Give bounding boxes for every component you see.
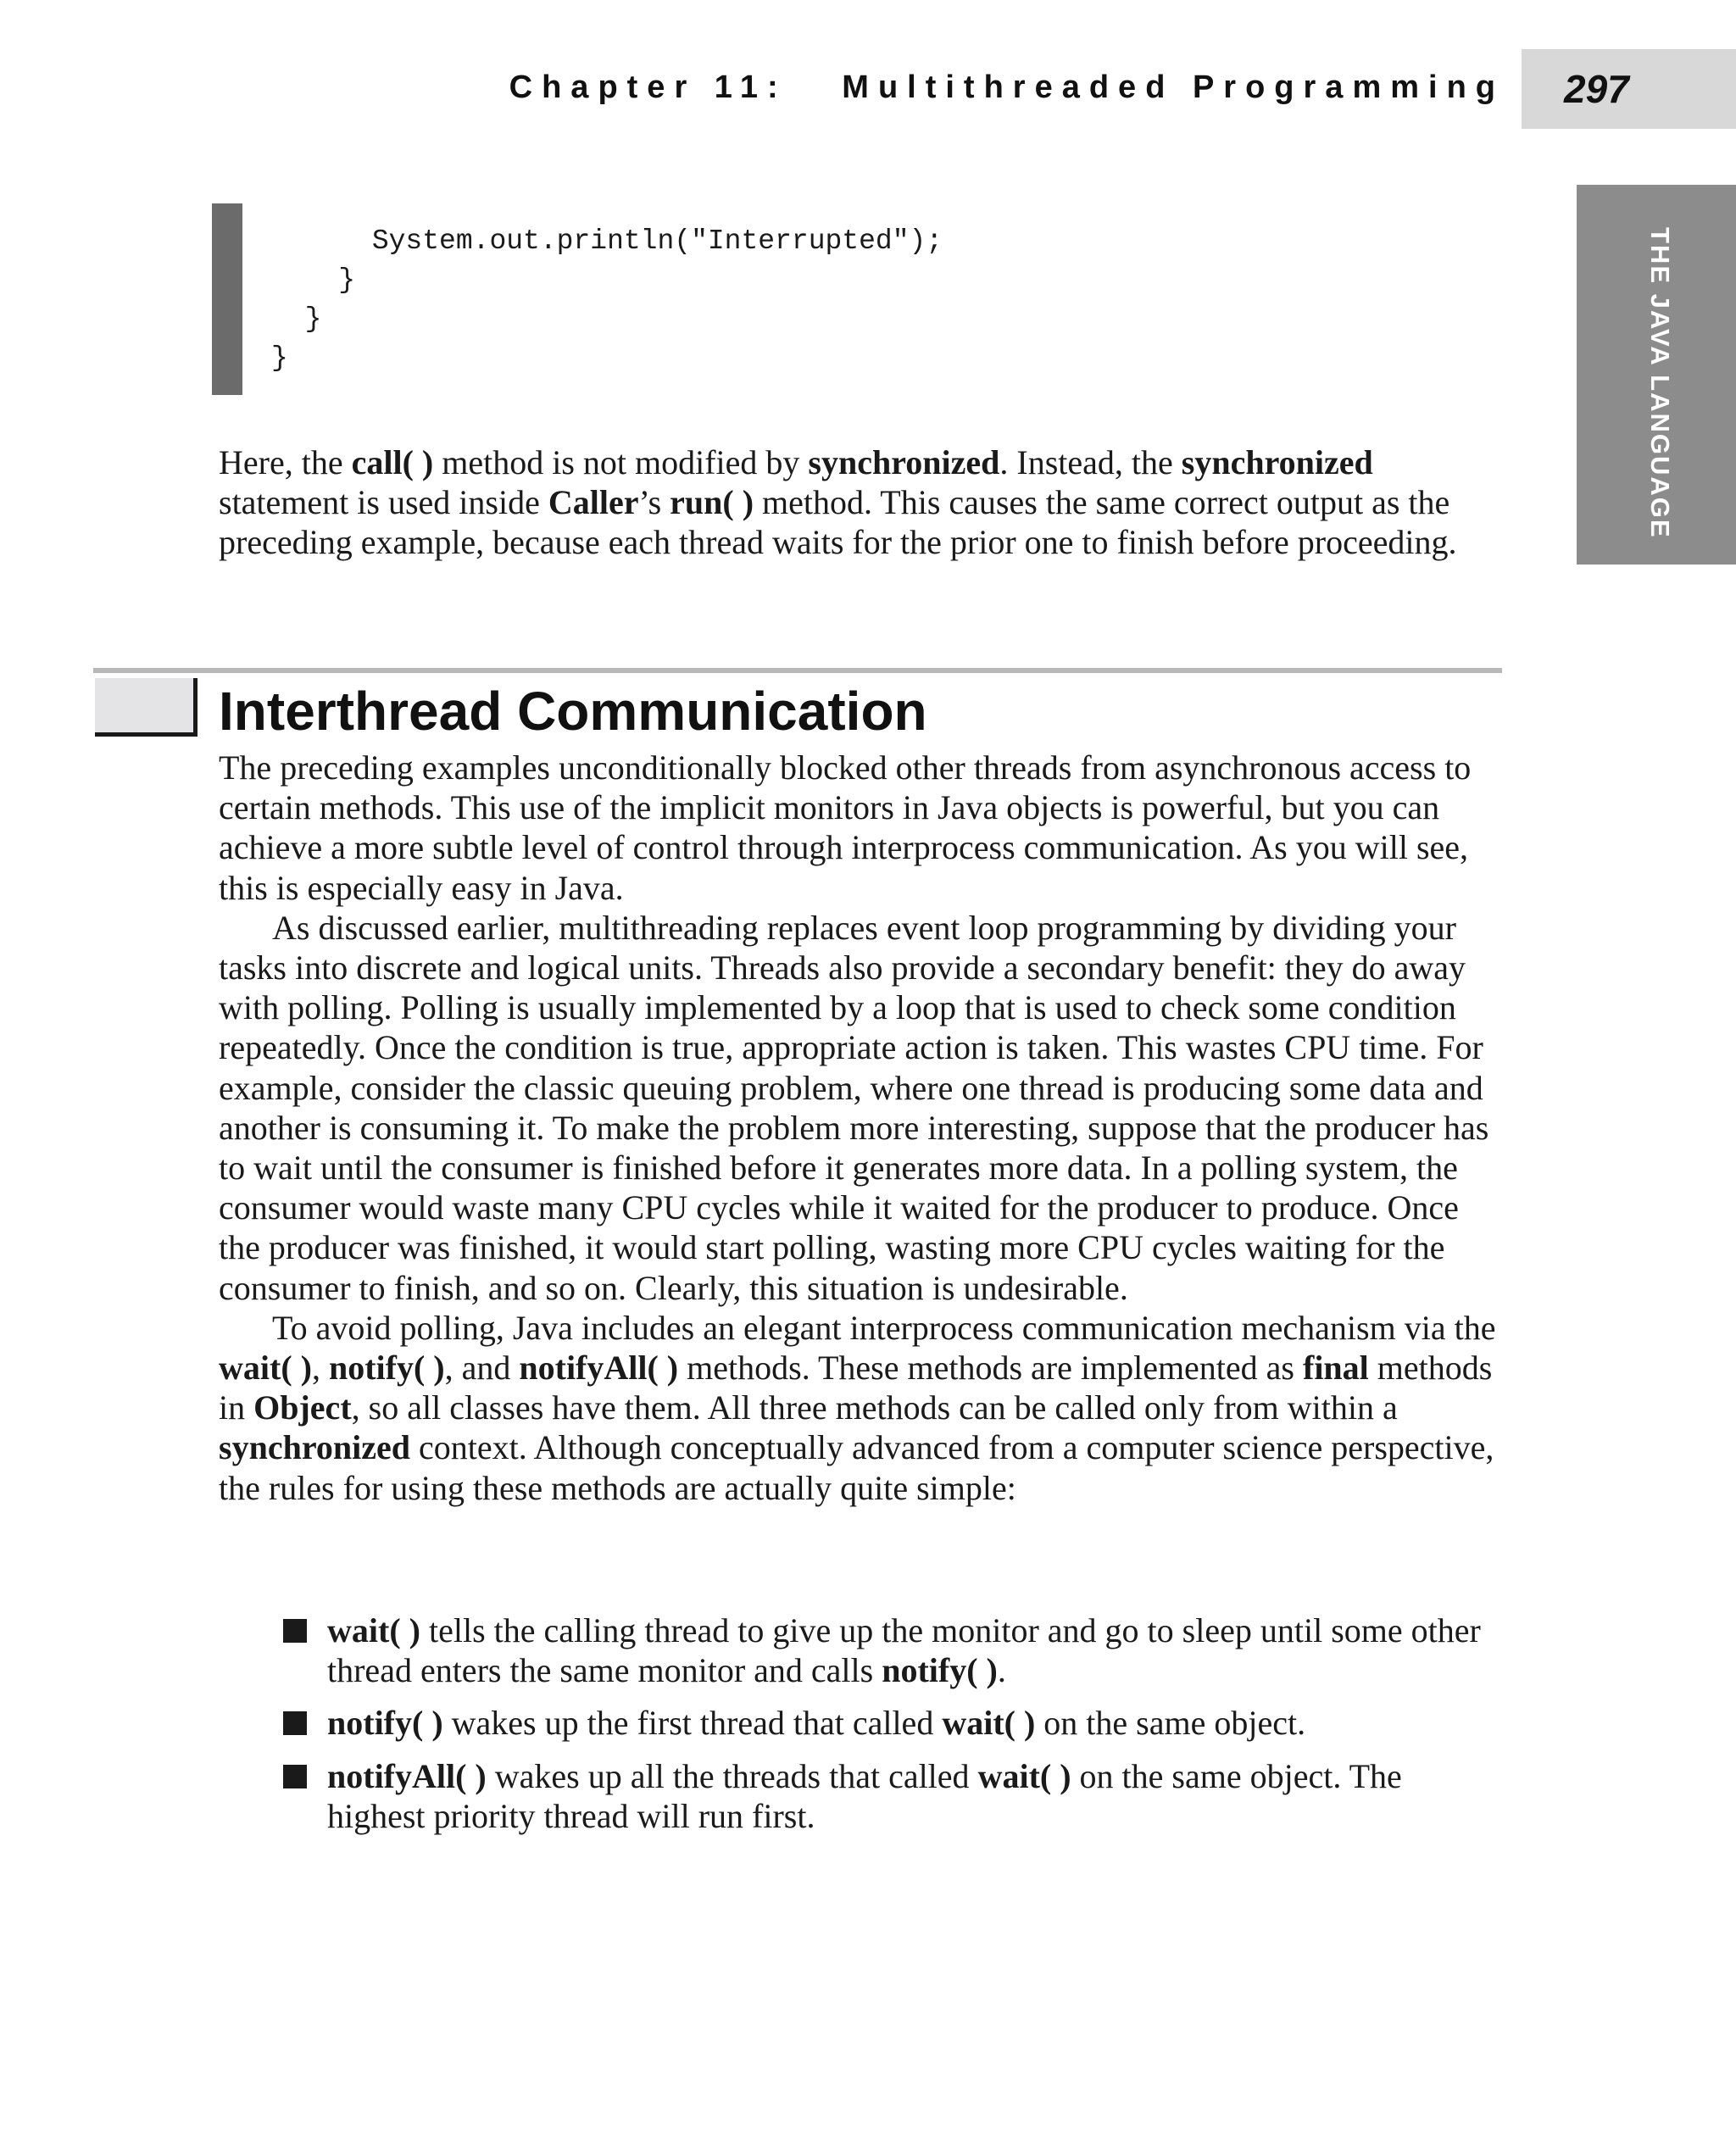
code-term: wait( ): [327, 1611, 420, 1649]
text-run: ,: [311, 1349, 329, 1388]
bullet-square-icon: [283, 1711, 307, 1735]
text-run: methods in: [219, 1349, 1493, 1427]
code-term: synchronized: [1181, 443, 1373, 481]
code-term: Caller: [548, 483, 639, 522]
text-run: Here, the: [219, 443, 352, 481]
section-rule: [93, 668, 1502, 673]
bullet-square-icon: [283, 1765, 307, 1788]
code-term: wait( ): [942, 1704, 1036, 1743]
text-run: . Instead, the: [999, 443, 1182, 481]
section-body: [219, 748, 1507, 1508]
paragraph: [219, 1308, 1507, 1508]
code-term: notify( ): [327, 1704, 443, 1743]
code-term: notifyAll( ): [519, 1349, 679, 1388]
code-term: synchronized: [219, 1428, 410, 1467]
side-tab: [1577, 185, 1736, 565]
code-term: call( ): [351, 443, 434, 481]
code-term: synchronized: [808, 443, 1000, 481]
text-run: method is not modified by: [433, 443, 809, 481]
code-line: }: [271, 342, 288, 374]
text-run: ’s: [638, 483, 670, 522]
text-run: To avoid polling, Java includes an elegant interprocess communication mechanism via the: [272, 1308, 1496, 1347]
bullet-square-icon: [283, 1619, 307, 1643]
text-run: method. This causes the same correct output as the preceding example, because each thread waits for the prior one to finish before proceeding.: [219, 483, 1457, 562]
code-term: run( ): [670, 483, 754, 522]
text-run: wakes up the first thread that called: [442, 1704, 943, 1743]
list-item: [219, 1610, 1507, 1690]
text-run: , so all classes have them. All three methods can be called only from within a: [351, 1388, 1398, 1427]
text-run: methods. These methods are implemented as: [678, 1349, 1303, 1388]
code-term: wait( ): [219, 1349, 312, 1388]
code-block: [271, 222, 943, 378]
code-term: Object: [253, 1388, 352, 1427]
text-run: wakes up all the threads that called: [486, 1756, 978, 1795]
text-run: context. Although conceptually advanced from a computer science perspective, the rules for using these methods are actually quite simple:: [219, 1428, 1494, 1507]
method-list: [219, 1610, 1507, 1849]
code-line: }: [271, 264, 356, 296]
section-marker-icon: [95, 678, 198, 737]
list-item: [219, 1756, 1507, 1836]
paragraph: As discussed earlier, multithreading replaces event loop programming by dividing your tasks into discrete and logical units. Threads also provide a secondary benefit: they do away with polling. Polling is usually implemented by a loop that is used to check some condition repeatedly. Once the condition is true, appropriate action is taken. This wastes CPU time. For example, consider the classic queuing problem, where one thread is producing some data and another is consuming it. To make the problem more interesting, suppose that the producer has to wait until the consumer is finished before it generates more data. In a polling system, the consumer would waste many CPU cycles while it waited for the producer to produce. Once the producer was finished, it would start polling, wasting more CPU cycles waiting for the consumer to finish, and so on. Clearly, this situation is undesirable.: [219, 908, 1489, 1307]
page-number: 297: [1564, 67, 1629, 111]
code-line: System.out.println("Interrupted");: [271, 225, 943, 257]
page-number-box: [1522, 49, 1736, 129]
code-block-bar: [212, 203, 242, 395]
code-term: notify( ): [328, 1349, 445, 1388]
code-line: }: [271, 303, 322, 335]
text-run: statement is used inside: [219, 483, 548, 522]
text-run: on the same object. The highest priority thread will run first.: [327, 1756, 1402, 1835]
running-header: Chapter 11: Multithreaded Programming: [509, 70, 1505, 105]
intro-paragraph: [219, 442, 1507, 563]
side-tab-label: THE JAVA LANGUAGE: [1644, 227, 1675, 539]
text-run: .: [997, 1651, 1006, 1690]
paragraph: The preceding examples unconditionally blocked other threads from asynchronous access to certain methods. This use of the implicit monitors in Java objects is powerful, but you can achieve a more subtle level of control through interprocess communication. As you will see, this is especially easy in Java.: [219, 748, 1472, 907]
text-run: tells the calling thread to give up the monitor and go to sleep until some other thread enters the same monitor and calls: [327, 1611, 1481, 1690]
code-term: notify( ): [882, 1651, 998, 1690]
code-term: notifyAll( ): [327, 1756, 487, 1795]
list-item: [219, 1703, 1507, 1743]
section-title: Interthread Communication: [219, 681, 927, 742]
text-run: on the same object.: [1035, 1704, 1306, 1743]
code-term: wait( ): [977, 1756, 1071, 1795]
code-term: final: [1303, 1349, 1369, 1388]
text-run: , and: [444, 1349, 520, 1388]
